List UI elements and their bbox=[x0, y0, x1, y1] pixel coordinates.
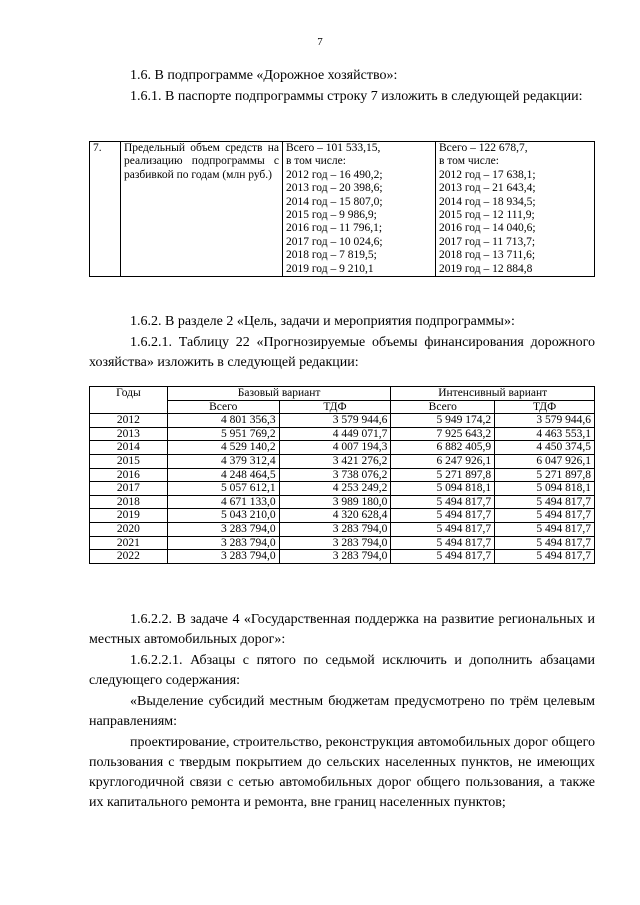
value-cell: 4 320 628,4 bbox=[279, 509, 391, 523]
value-line: 2015 год – 12 111,9; bbox=[439, 209, 535, 222]
paragraph-1-6-2-1: 1.6.2.1. Таблицу 22 «Прогнозируемые объемы финансирования дорожного хозяйства» изложить в следующей редакции: bbox=[89, 335, 595, 370]
value-cell: 3 283 794,0 bbox=[279, 522, 391, 536]
year-cell: 2013 bbox=[90, 427, 168, 441]
table-row bbox=[90, 427, 595, 441]
value-cell: 5 494 817,7 bbox=[391, 522, 495, 536]
year-cell: 2019 bbox=[90, 509, 168, 523]
value-cell: 7 925 643,2 bbox=[391, 427, 495, 441]
value-cell: 3 421 276,2 bbox=[279, 454, 391, 468]
value-cell: 5 494 817,7 bbox=[495, 536, 595, 550]
table-row bbox=[90, 495, 595, 509]
table-row bbox=[90, 441, 595, 455]
value-cell: 5 494 817,7 bbox=[495, 522, 595, 536]
value-cell: 5 494 817,7 bbox=[495, 550, 595, 564]
value-cell: 4 007 194,3 bbox=[279, 441, 391, 455]
table-row bbox=[90, 522, 595, 536]
paragraph-1-6-2-2-1: 1.6.2.2.1. Абзацы с пятого по седьмой исключить и дополнить абзацами следующего содержания: bbox=[89, 653, 595, 688]
table-row bbox=[90, 509, 595, 523]
table-row bbox=[90, 468, 595, 482]
value-line: 2014 год – 18 934,5; bbox=[439, 195, 536, 208]
year-cell: 2021 bbox=[90, 536, 168, 550]
header-intensive-variant: Интенсивный вариант bbox=[391, 387, 595, 401]
value-cell: 5 494 817,7 bbox=[495, 509, 595, 523]
header-intensive-total: Всего bbox=[391, 400, 495, 414]
value-cell: 5 494 817,7 bbox=[391, 495, 495, 509]
paragraph-1-6: 1.6. В подпрограмме «Дорожное хозяйство»: bbox=[130, 68, 398, 83]
value-cell: 5 094 818,1 bbox=[495, 482, 595, 496]
value-cell: 3 989 180,0 bbox=[279, 495, 391, 509]
year-cell: 2012 bbox=[90, 414, 168, 428]
value-cell: 4 671 133,0 bbox=[167, 495, 279, 509]
old-values-cell bbox=[283, 142, 436, 277]
value-cell: 4 529 140,2 bbox=[167, 441, 279, 455]
table-row bbox=[90, 454, 595, 468]
value-line: 2018 год – 7 819,5; bbox=[286, 249, 377, 262]
quote-paragraph-1: «Выделение субсидий местным бюджетам предусмотрено по трём целевым направлениям: bbox=[89, 694, 595, 729]
value-line: 2012 год – 17 638,1; bbox=[439, 168, 536, 181]
table-row bbox=[90, 536, 595, 550]
value-line: 2016 год – 11 796,1; bbox=[286, 222, 383, 235]
value-line: в том числе: bbox=[439, 155, 499, 168]
value-cell: 4 449 071,7 bbox=[279, 427, 391, 441]
table-row bbox=[90, 414, 595, 428]
year-cell: 2014 bbox=[90, 441, 168, 455]
table-header-row bbox=[90, 387, 595, 401]
year-cell: 2020 bbox=[90, 522, 168, 536]
value-line: 2019 год – 9 210,1 bbox=[286, 262, 374, 275]
quote-paragraph-2: проектирование, строительство, реконструкция автомобильных дорог общего пользования с твердым покрытием до сельских населенных пунктов, не имеющих круглогодичной связи с сетью автомобильных дорог общего пользования, а также их капитального ремонта и ремонта, вне границ населенных пунктов; bbox=[89, 735, 595, 810]
paragraph-1-6-2-2: 1.6.2.2. В задаче 4 «Государственная поддержка на развитие региональных и местных автомобильных дорог»: bbox=[89, 612, 595, 647]
page-number: 7 bbox=[317, 36, 323, 48]
value-cell: 6 047 926,1 bbox=[495, 454, 595, 468]
value-cell: 5 043 210,0 bbox=[167, 509, 279, 523]
header-base-tdf: ТДФ bbox=[279, 400, 391, 414]
value-cell: 6 247 926,1 bbox=[391, 454, 495, 468]
header-intensive-tdf: ТДФ bbox=[495, 400, 595, 414]
value-cell: 4 463 553,1 bbox=[495, 427, 595, 441]
value-line: 2012 год – 16 490,2; bbox=[286, 168, 383, 181]
value-cell: 4 450 374,5 bbox=[495, 441, 595, 455]
year-cell: 2016 bbox=[90, 468, 168, 482]
value-cell: 5 494 817,7 bbox=[391, 550, 495, 564]
value-line: в том числе: bbox=[286, 155, 346, 168]
row-number-cell: 7. bbox=[90, 142, 121, 277]
value-line: 2017 год – 11 713,7; bbox=[439, 235, 536, 248]
value-line: 2015 год – 9 986,9; bbox=[286, 209, 377, 222]
value-cell: 4 253 249,2 bbox=[279, 482, 391, 496]
passport-table bbox=[89, 141, 595, 277]
value-cell: 5 949 174,2 bbox=[391, 414, 495, 428]
value-cell: 3 283 794,0 bbox=[279, 536, 391, 550]
header-base-total: Всего bbox=[167, 400, 279, 414]
paragraph-1-6-1: 1.6.1. В паспорте подпрограммы строку 7 изложить в следующей редакции: bbox=[130, 89, 583, 104]
value-line: Всего – 122 678,7, bbox=[439, 142, 528, 154]
header-years: Годы bbox=[90, 387, 168, 414]
value-cell: 3 579 944,6 bbox=[495, 414, 595, 428]
row-name-cell: Предельный объем средств на реализацию подпрограммы с разбивкой по годам (млн руб.) bbox=[121, 142, 283, 277]
value-cell: 4 379 312,4 bbox=[167, 454, 279, 468]
value-cell: 3 738 076,2 bbox=[279, 468, 391, 482]
year-cell: 2015 bbox=[90, 454, 168, 468]
table-row bbox=[90, 550, 595, 564]
financing-table bbox=[89, 386, 595, 564]
value-cell: 5 271 897,8 bbox=[495, 468, 595, 482]
value-line: 2013 год – 21 643,4; bbox=[439, 182, 536, 195]
header-base-variant: Базовый вариант bbox=[167, 387, 391, 401]
value-line: 2016 год – 14 040,6; bbox=[439, 222, 536, 235]
value-line: 2017 год – 10 024,6; bbox=[286, 235, 383, 248]
value-cell: 6 882 405,9 bbox=[391, 441, 495, 455]
value-cell: 3 579 944,6 bbox=[279, 414, 391, 428]
value-cell: 5 271 897,8 bbox=[391, 468, 495, 482]
year-cell: 2017 bbox=[90, 482, 168, 496]
value-cell: 5 951 769,2 bbox=[167, 427, 279, 441]
value-line: 2014 год – 15 807,0; bbox=[286, 195, 383, 208]
value-line: 2018 год – 13 711,6; bbox=[439, 249, 536, 262]
value-line: 2013 год – 20 398,6; bbox=[286, 182, 383, 195]
value-cell: 3 283 794,0 bbox=[167, 536, 279, 550]
value-cell: 3 283 794,0 bbox=[167, 522, 279, 536]
value-cell: 5 494 817,7 bbox=[495, 495, 595, 509]
paragraph-1-6-2: 1.6.2. В разделе 2 «Цель, задачи и мероприятия подпрограммы»: bbox=[130, 314, 515, 329]
value-cell: 3 283 794,0 bbox=[279, 550, 391, 564]
value-cell: 5 494 817,7 bbox=[391, 509, 495, 523]
value-cell: 4 248 464,5 bbox=[167, 468, 279, 482]
new-values-cell bbox=[436, 142, 595, 277]
value-line: Всего – 101 533,15, bbox=[286, 142, 381, 154]
year-cell: 2018 bbox=[90, 495, 168, 509]
value-line: 2019 год – 12 884,8 bbox=[439, 262, 533, 275]
value-cell: 4 801 356,3 bbox=[167, 414, 279, 428]
table-row bbox=[90, 482, 595, 496]
value-cell: 3 283 794,0 bbox=[167, 550, 279, 564]
value-cell: 5 094 818,1 bbox=[391, 482, 495, 496]
table-row bbox=[90, 142, 595, 277]
value-cell: 5 494 817,7 bbox=[391, 536, 495, 550]
value-cell: 5 057 612,1 bbox=[167, 482, 279, 496]
year-cell: 2022 bbox=[90, 550, 168, 564]
